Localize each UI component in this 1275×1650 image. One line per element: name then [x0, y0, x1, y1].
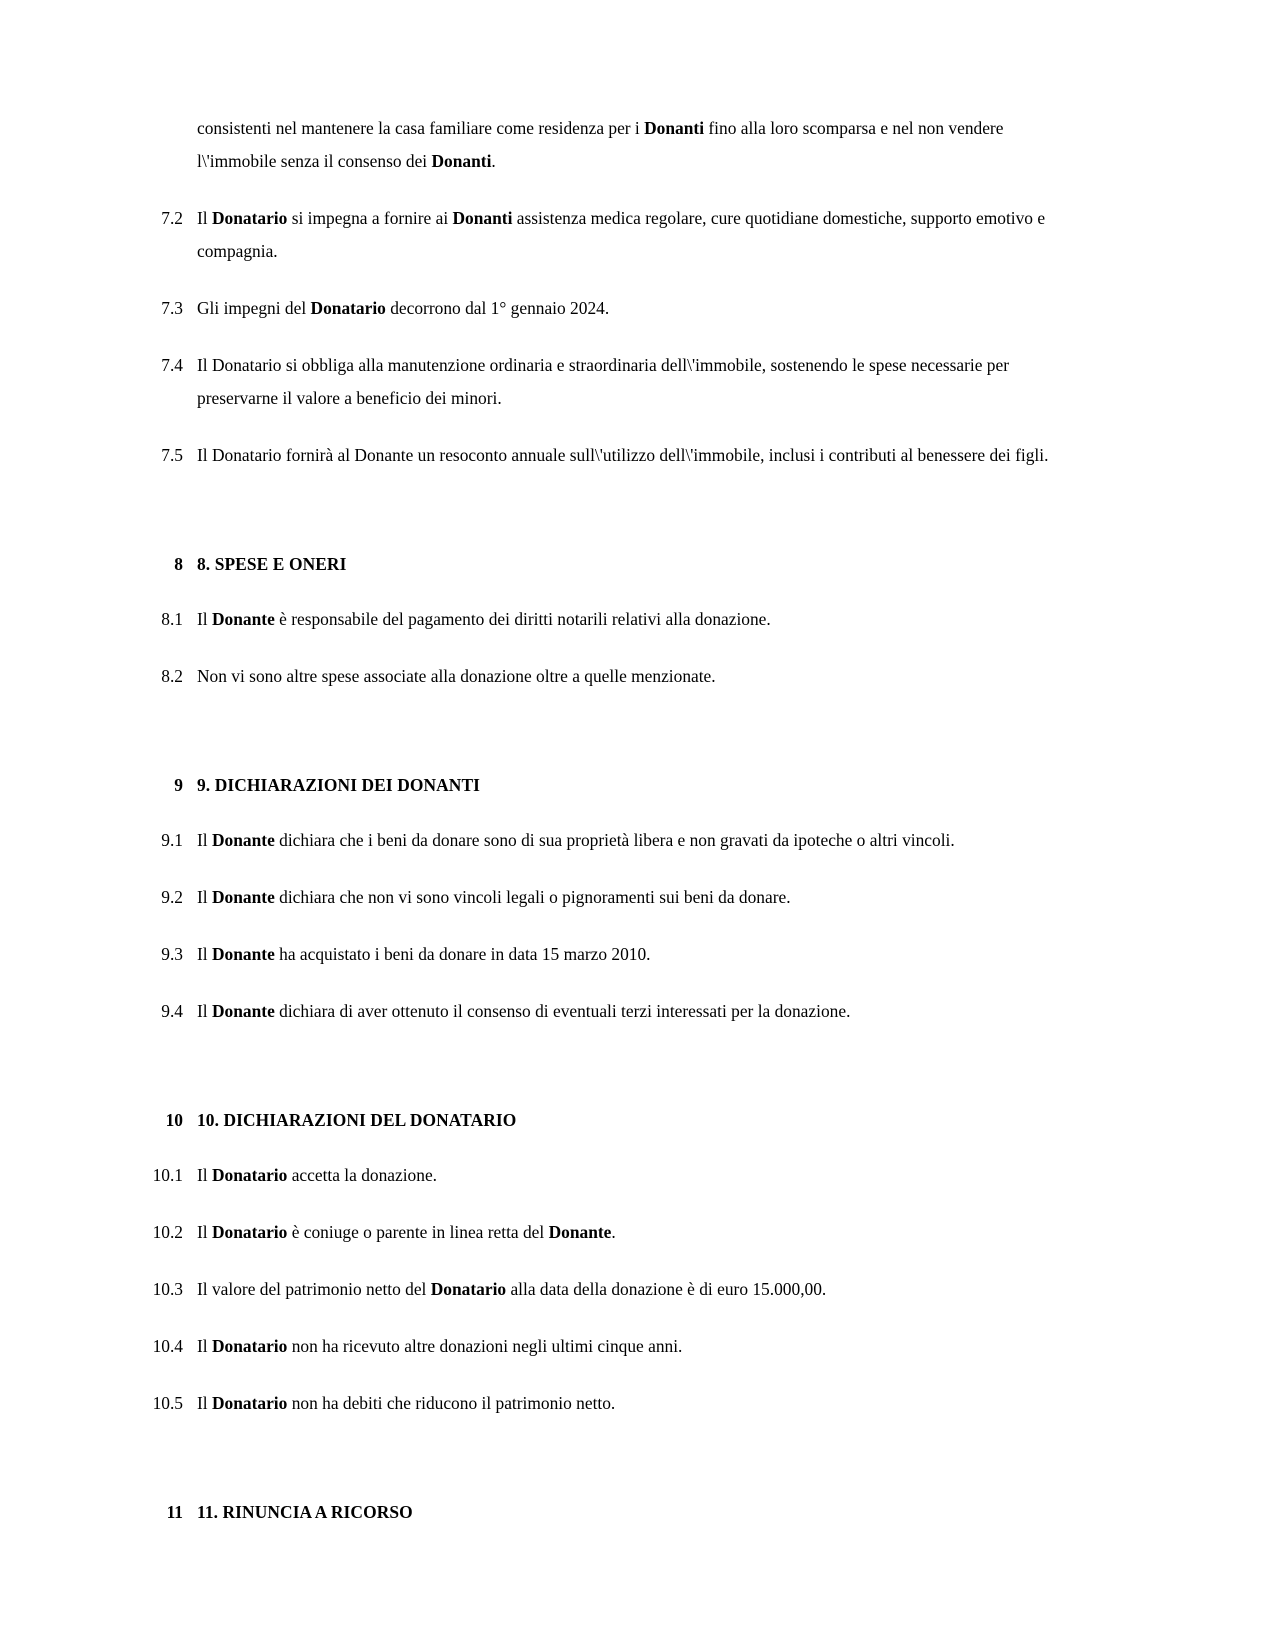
section-number: 8: [174, 554, 183, 574]
clause-text: Il Donante ha acquistato i beni da donare in data 15 marzo 2010.: [197, 944, 651, 964]
section-heading: [133, 1496, 1075, 1529]
clause-item: [133, 349, 1075, 415]
clause-text: Il Donante è responsabile del pagamento dei diritti notarili relativi alla donazione.: [197, 609, 771, 629]
clause-text: Il Donatario fornirà al Donante un resoconto annuale sull\'utilizzo dell\'immobile, inclusi i contributi al benessere dei figli.: [197, 445, 1049, 465]
clause-number: 7.3: [161, 298, 183, 318]
section-title: [183, 1104, 1075, 1137]
defined-term: Donatario: [211, 1336, 288, 1356]
clause-item: [133, 439, 1075, 472]
clause-item: [133, 1159, 1075, 1192]
clause-number: 10.5: [152, 1393, 183, 1413]
clause-number: 9.4: [161, 1001, 183, 1021]
defined-term: Donatario: [211, 1165, 288, 1185]
clause-text: Non vi sono altre spese associate alla donazione oltre a quelle menzionate.: [197, 666, 716, 686]
defined-term: Donante: [211, 944, 275, 964]
clause-number: 10.3: [152, 1279, 183, 1299]
defined-term: Donatario: [211, 1393, 288, 1413]
clause-item: [133, 1273, 1075, 1306]
clause-number: 7.5: [161, 445, 183, 465]
section-number: 11: [166, 1502, 183, 1522]
continued-paragraph: consistenti nel mantenere la casa familiare come residenza per i Donanti fino alla loro scomparsa e nel non vendere l\'immobile senza il consenso dei Donanti.: [197, 118, 1004, 171]
clause-text: Il Donatario si impegna a fornire ai Donanti assistenza medica regolare, cure quotidiane domestiche, supporto emotivo e compagnia.: [197, 208, 1046, 261]
section-heading: [133, 548, 1075, 581]
section-title: [183, 548, 1075, 581]
clause-item: [133, 995, 1075, 1028]
section-heading: [133, 769, 1075, 802]
clause-number: 8.1: [161, 609, 183, 629]
clause-number: 9.3: [161, 944, 183, 964]
clause-item: [133, 202, 1075, 268]
defined-term: Donatario: [211, 208, 288, 228]
clause-text: Il Donatario non ha debiti che riducono il patrimonio netto.: [197, 1393, 616, 1413]
clause-number: 8.2: [161, 666, 183, 686]
defined-term: Donanti: [644, 118, 705, 138]
defined-term: 9. DICHIARAZIONI DEI DONANTI: [197, 775, 481, 795]
clause-text: Il Donante dichiara che i beni da donare sono di sua proprietà libera e non gravati da ipoteche o altri vincoli.: [197, 830, 955, 850]
clause-item: [133, 881, 1075, 914]
clause-text: Il valore del patrimonio netto del Donatario alla data della donazione è di euro 15.000,00.: [197, 1279, 827, 1299]
section-title: [183, 769, 1075, 802]
defined-term: Donatario: [211, 1222, 288, 1242]
clause-list: [133, 202, 1075, 1529]
clause-text: Il Donatario non ha ricevuto altre donazioni negli ultimi cinque anni.: [197, 1336, 683, 1356]
defined-term: Donante: [211, 609, 275, 629]
defined-term: Donatario: [310, 298, 386, 318]
defined-term: Donatario: [430, 1279, 507, 1299]
defined-term: Donante: [211, 830, 275, 850]
section-number: 9: [174, 775, 183, 795]
clause-text: Gli impegni del Donatario decorrono dal 1° gennaio 2024.: [197, 298, 610, 318]
defined-term: 10. DICHIARAZIONI DEL DONATARIO: [197, 1110, 517, 1130]
clause-number: 7.2: [161, 208, 183, 228]
defined-term: Donante: [211, 887, 275, 907]
clause-item: [133, 603, 1075, 636]
section-number: 10: [165, 1110, 183, 1130]
clause-number: 10.2: [152, 1222, 183, 1242]
clause-item: [133, 292, 1075, 325]
defined-term: Donante: [548, 1222, 612, 1242]
clause-number: 10.4: [152, 1336, 183, 1356]
document-body: [133, 112, 1075, 1529]
clause-number: 9.2: [161, 887, 183, 907]
clause-item: [133, 824, 1075, 857]
clause-text: Il Donante dichiara di aver ottenuto il consenso di eventuali terzi interessati per la donazione.: [197, 1001, 851, 1021]
clause-item: [133, 660, 1075, 693]
defined-term: Donanti: [431, 151, 492, 171]
defined-term: Donante: [211, 1001, 275, 1021]
clause-text: Il Donante dichiara che non vi sono vincoli legali o pignoramenti sui beni da donare.: [197, 887, 791, 907]
clause-number: 10.1: [152, 1165, 183, 1185]
defined-term: 11. RINUNCIA A RICORSO: [197, 1502, 413, 1522]
clause-item: [133, 1330, 1075, 1363]
clause-number: 9.1: [161, 830, 183, 850]
clause-text: Il Donatario accetta la donazione.: [197, 1165, 438, 1185]
defined-term: Donanti: [452, 208, 513, 228]
section-heading: [133, 1104, 1075, 1137]
clause-item: [133, 938, 1075, 971]
clause-item: [133, 1387, 1075, 1420]
clause-text: Il Donatario è coniuge o parente in linea retta del Donante.: [197, 1222, 616, 1242]
section-title: [183, 1496, 1075, 1529]
clause-item: [133, 1216, 1075, 1249]
clause-text: Il Donatario si obbliga alla manutenzione ordinaria e straordinaria dell\'immobile, sostenendo le spese necessarie per preservarne il valore a beneficio dei minori.: [197, 355, 1010, 408]
clause-number: 7.4: [161, 355, 183, 375]
defined-term: 8. SPESE E ONERI: [197, 554, 347, 574]
